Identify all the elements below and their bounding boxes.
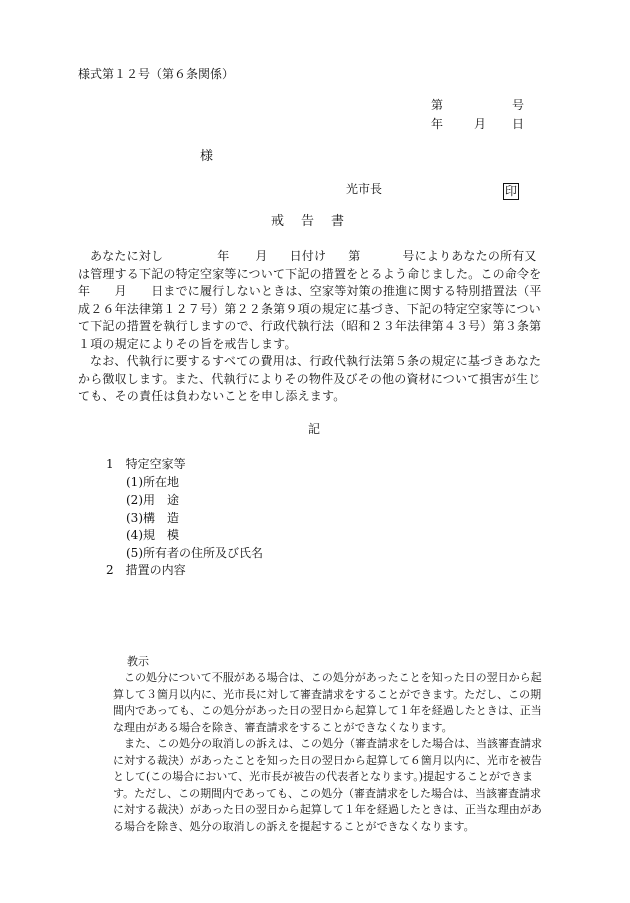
- doc-number-go: 号: [512, 98, 525, 112]
- item-1: 1 特定空家等: [106, 457, 186, 471]
- date-day: 日: [512, 117, 525, 131]
- item-1-sub-1: (1)所在地: [126, 475, 179, 489]
- form-header: 様式第１２号（第６条関係）: [78, 67, 235, 81]
- document-title: 戒 告 書: [271, 214, 347, 229]
- date-month: 月: [474, 117, 487, 131]
- body-paragraph-2: なお、代執行に要するすべての費用は、行政代執行法第５条の規定に基づきあなたから徴収します。また、代執行によりその物件及びその他の資材について損害が生じても、その責任は負わないことを申し添えます。: [78, 354, 542, 403]
- item-1-sub-4: (4)規 模: [126, 528, 179, 542]
- issuer-name: 光市長: [346, 182, 383, 196]
- p1-dai: 第: [348, 249, 361, 263]
- notice-paragraph-1: この処分について不服がある場合は、この処分があったことを知った日の翌日から起算して３箇月以内に、光市長に対して審査請求をすることができます。ただし、この期間内であっても、この処分があった日の翌日から起算して１年を経過したときは、正当な理由がある場合を除き、審査請求をすることができなくなります。: [113, 671, 542, 734]
- p1-month: 月: [255, 249, 268, 263]
- item-1-sub-5: (5)所有者の住所及び氏名: [126, 546, 263, 560]
- ki-marker: 記: [308, 422, 321, 436]
- item-1-sub-3: (3)構 造: [126, 511, 179, 525]
- recipient-sama: 様: [200, 149, 214, 164]
- seal-text: 印: [505, 184, 518, 198]
- notice-paragraph-2: また、この処分の取消しの訴えは、この処分（審査請求をした場合は、当該審査請求に対する裁決）があったことを知った日の翌日から起算して６箇月以内に、光市を被告として(この場合において、光市長が被告の代表者となります。)提起することができます。ただし、この期間内であっても、この処分（審査請求をした場合は、当該審査請求に対する裁決）があった日の翌日から起算して１年を経過したときは、正当な理由がある場合を除き、処分の取消しの訴えを提起することができなくなります。: [113, 737, 542, 833]
- item-1-sub-2: (2)用 途: [126, 493, 179, 507]
- p1-dated: 日付け: [289, 249, 327, 263]
- p1-a: あなたに対し: [90, 249, 164, 263]
- notice-heading: 教示: [127, 655, 149, 668]
- doc-number-dai: 第: [431, 98, 444, 112]
- p1-year: 年: [217, 249, 230, 263]
- seal-mark: [503, 180, 519, 200]
- p1-rest: 号によりあなたの所有又は管理する下記の特定空家等について下記の措置をとるよう命じました。この命令を 年 月 日までに履行しないときは、空家等対策の推進に関する特別措置法（平成２６年法律第１２７号）第２２条第９項の規定に基づき、下記の特定空家等について下記の措置を執行しますので、行政代執行法（昭和２３年法律第４３号）第３条第１項の規定によりその旨を戒告します。: [78, 249, 603, 351]
- body-paragraph-1: [78, 248, 603, 353]
- item-2: 2 措置の内容: [106, 563, 186, 577]
- date-year: 年: [431, 117, 444, 131]
